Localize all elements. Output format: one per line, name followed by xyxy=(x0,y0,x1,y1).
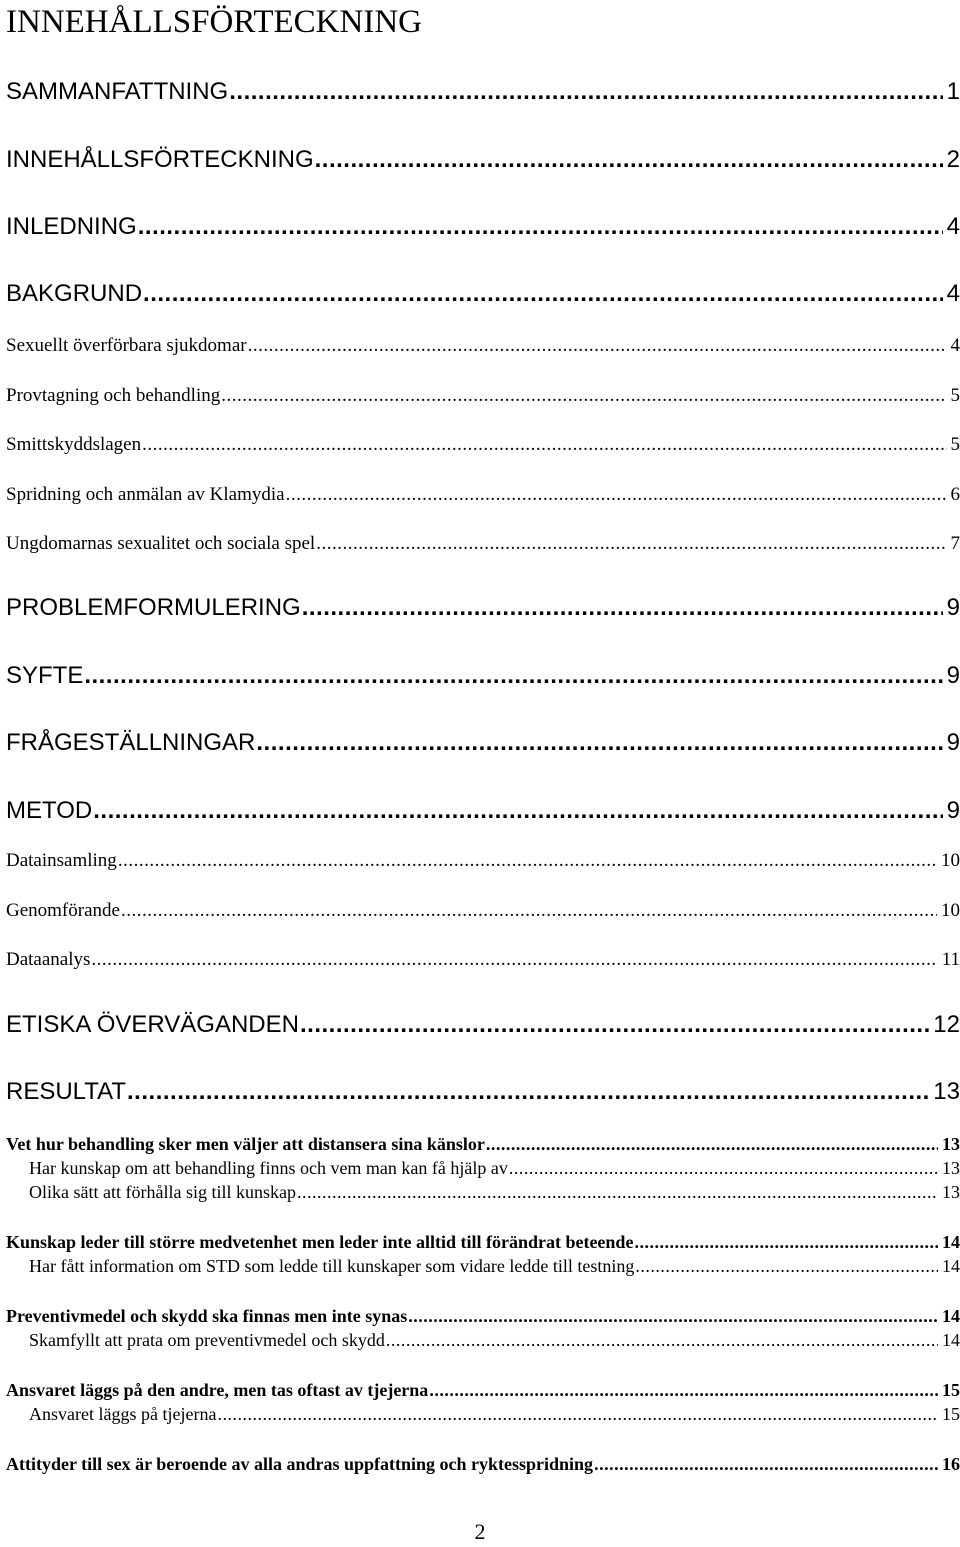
toc-entry-page: 16 xyxy=(942,1454,960,1474)
toc-entry-page: 14 xyxy=(942,1232,960,1252)
toc-dot-leader xyxy=(143,279,943,309)
toc-entry-page: 4 xyxy=(946,280,960,307)
toc-entry-label: Datainsamling xyxy=(6,850,117,871)
toc-entry-datainsamling[interactable] xyxy=(6,849,960,873)
toc-entry-smittskyddslagen[interactable] xyxy=(6,433,960,457)
toc-entry-page: 9 xyxy=(946,729,960,756)
toc-entry-preventivmedel-och-skydd[interactable] xyxy=(6,1305,960,1327)
toc-entry-kunskap-leder-till-medvetenhet[interactable] xyxy=(6,1231,960,1253)
toc-entry-page: 13 xyxy=(942,1134,960,1154)
toc-dot-leader xyxy=(256,728,942,758)
toc-dot-leader xyxy=(118,849,937,873)
toc-entry-label: Genomförande xyxy=(6,900,120,921)
toc-entry-label: Spridning och anmälan av Klamydia xyxy=(6,484,285,505)
toc-entry-page: 9 xyxy=(946,662,960,689)
toc-entry-page: 2 xyxy=(946,146,960,173)
toc-dot-leader xyxy=(142,433,946,457)
toc-entry-label: FRÅGESTÄLLNINGAR xyxy=(6,729,256,756)
toc-dot-leader xyxy=(121,899,937,923)
toc-entry-page: 15 xyxy=(942,1380,960,1400)
toc-entry-sexuellt-overforbara-sjukdomar[interactable] xyxy=(6,334,960,358)
toc-entry-label: Vet hur behandling sker men väljer att distansera sina känslor xyxy=(6,1134,485,1154)
toc-dot-leader xyxy=(138,212,943,242)
toc-dot-leader xyxy=(300,1010,929,1040)
toc-entry-bakgrund[interactable] xyxy=(6,279,960,309)
toc-entry-har-kunskap-om-behandling[interactable] xyxy=(29,1157,960,1179)
toc-dot-leader xyxy=(84,661,942,691)
toc-entry-inledning[interactable] xyxy=(6,212,960,242)
toc-dot-leader xyxy=(429,1379,938,1401)
toc-entry-page: 4 xyxy=(946,213,960,240)
toc-entry-label: Har fått information om STD som ledde till kunskaper som vidare ledde till testning xyxy=(29,1256,635,1276)
toc-entry-label: Kunskap leder till större medvetenhet men leder inte alltid till förändrat beteende xyxy=(6,1232,634,1252)
toc-entry-label: INNEHÅLLSFÖRTECKNING xyxy=(6,146,314,173)
toc-entry-label: Provtagning och behandling xyxy=(6,385,221,406)
toc-entry-label: Olika sätt att förhålla sig till kunskap xyxy=(29,1182,296,1202)
toc-entry-page: 7 xyxy=(950,533,960,554)
toc-dot-leader xyxy=(297,1181,938,1203)
toc-entry-ansvaret-laggs-pa-tjejerna[interactable] xyxy=(29,1403,960,1425)
toc-entry-label: Dataanalys xyxy=(6,949,91,970)
toc-entry-label: PROBLEMFORMULERING xyxy=(6,594,301,621)
toc-entry-ansvaret-laggs-pa-den-andre[interactable] xyxy=(6,1379,960,1401)
toc-dot-leader xyxy=(302,593,943,623)
toc-dot-leader xyxy=(315,145,943,175)
page-title: INNEHÅLLSFÖRTECKNING xyxy=(6,4,422,40)
toc-entry-label: Har kunskap om att behandling finns och vem man kan få hjälp av xyxy=(29,1158,508,1178)
toc-entry-problemformulering[interactable] xyxy=(6,593,960,623)
toc-entry-label: Ansvaret läggs på tjejerna xyxy=(29,1404,217,1424)
toc-entry-etiska-overvaganden[interactable] xyxy=(6,1010,960,1040)
page-number: 2 xyxy=(474,1519,486,1544)
toc-dot-leader xyxy=(509,1157,938,1179)
toc-entry-page: 6 xyxy=(950,484,960,505)
toc-entry-page: 10 xyxy=(941,850,960,871)
toc-entry-dataanalys[interactable] xyxy=(6,948,960,972)
toc-dot-leader xyxy=(408,1305,938,1327)
toc-entry-page: 13 xyxy=(942,1158,960,1178)
toc-entry-spridning-och-anmalan[interactable] xyxy=(6,483,960,507)
toc-entry-label: ETISKA ÖVERVÄGANDEN xyxy=(6,1011,299,1038)
toc-entry-resultat[interactable] xyxy=(6,1077,960,1107)
toc-entry-provtagning-och-behandling[interactable] xyxy=(6,384,960,408)
toc-entry-fragestallningar[interactable] xyxy=(6,728,960,758)
toc-entry-page: 13 xyxy=(933,1078,960,1105)
toc-entry-page: 14 xyxy=(942,1256,960,1276)
toc-entry-innehallsforteckning[interactable] xyxy=(6,145,960,175)
toc-entry-page: 10 xyxy=(941,900,960,921)
toc-entry-page: 5 xyxy=(950,385,960,406)
toc-entry-page: 4 xyxy=(950,335,960,356)
toc-entry-page: 12 xyxy=(933,1011,960,1038)
toc-dot-leader xyxy=(217,1403,938,1425)
toc-entry-page: 9 xyxy=(946,594,960,621)
toc-dot-leader xyxy=(386,1329,938,1351)
toc-dot-leader xyxy=(221,384,946,408)
toc-entry-attityder-till-sex[interactable] xyxy=(6,1453,960,1475)
toc-entry-skamfyllt-att-prata[interactable] xyxy=(29,1329,960,1351)
toc-entry-ungdomarnas-sexualitet[interactable] xyxy=(6,532,960,556)
toc-entry-olika-satt-att-forhalla-sig[interactable] xyxy=(29,1181,960,1203)
toc-entry-page: 13 xyxy=(942,1182,960,1202)
toc-dot-leader xyxy=(635,1255,938,1277)
toc-entry-label: Preventivmedel och skydd ska finnas men inte synas xyxy=(6,1306,408,1326)
toc-dot-leader xyxy=(229,77,942,107)
toc-dot-leader xyxy=(316,532,946,556)
toc-dot-leader xyxy=(91,948,937,972)
toc-entry-label: METOD xyxy=(6,797,93,824)
toc-entry-har-fatt-information-om-std[interactable] xyxy=(29,1255,960,1277)
toc-entry-label: Sexuellt överförbara sjukdomar xyxy=(6,335,247,356)
toc-dot-leader xyxy=(634,1231,938,1253)
toc-dot-leader xyxy=(93,796,942,826)
toc-entry-page: 5 xyxy=(950,434,960,455)
toc-entry-vet-hur-behandling-sker[interactable] xyxy=(6,1133,960,1155)
toc-entry-label: Ansvaret läggs på den andre, men tas oftast av tjejerna xyxy=(6,1380,429,1400)
toc-entry-page: 15 xyxy=(942,1404,960,1424)
toc-entry-label: INLEDNING xyxy=(6,213,137,240)
toc-entry-page: 9 xyxy=(946,797,960,824)
toc-entry-label: BAKGRUND xyxy=(6,280,143,307)
toc-entry-label: Ungdomarnas sexualitet och sociala spel xyxy=(6,533,316,554)
toc-entry-syfte[interactable] xyxy=(6,661,960,691)
toc-entry-sammanfattning[interactable] xyxy=(6,77,960,107)
toc-entry-label: SYFTE xyxy=(6,662,84,689)
toc-entry-label: SAMMANFATTNING xyxy=(6,78,229,105)
toc-entry-page: 14 xyxy=(942,1330,960,1350)
toc-entry-label: Attityder till sex är beroende av alla andras uppfattning och ryktesspridning xyxy=(6,1454,594,1474)
toc-dot-leader xyxy=(594,1453,938,1475)
toc-dot-leader xyxy=(486,1133,938,1155)
toc-dot-leader xyxy=(127,1077,929,1107)
toc-entry-page: 11 xyxy=(941,949,960,970)
toc-entry-genomforande[interactable] xyxy=(6,899,960,923)
toc-entry-label: RESULTAT xyxy=(6,1078,127,1105)
toc-entry-label: Skamfyllt att prata om preventivmedel och skydd xyxy=(29,1330,385,1350)
toc-entry-page: 1 xyxy=(946,78,960,105)
toc-entry-metod[interactable] xyxy=(6,796,960,826)
toc-entry-label: Smittskyddslagen xyxy=(6,434,142,455)
toc-dot-leader xyxy=(286,483,947,507)
toc-entry-page: 14 xyxy=(942,1306,960,1326)
toc-dot-leader xyxy=(248,334,947,358)
